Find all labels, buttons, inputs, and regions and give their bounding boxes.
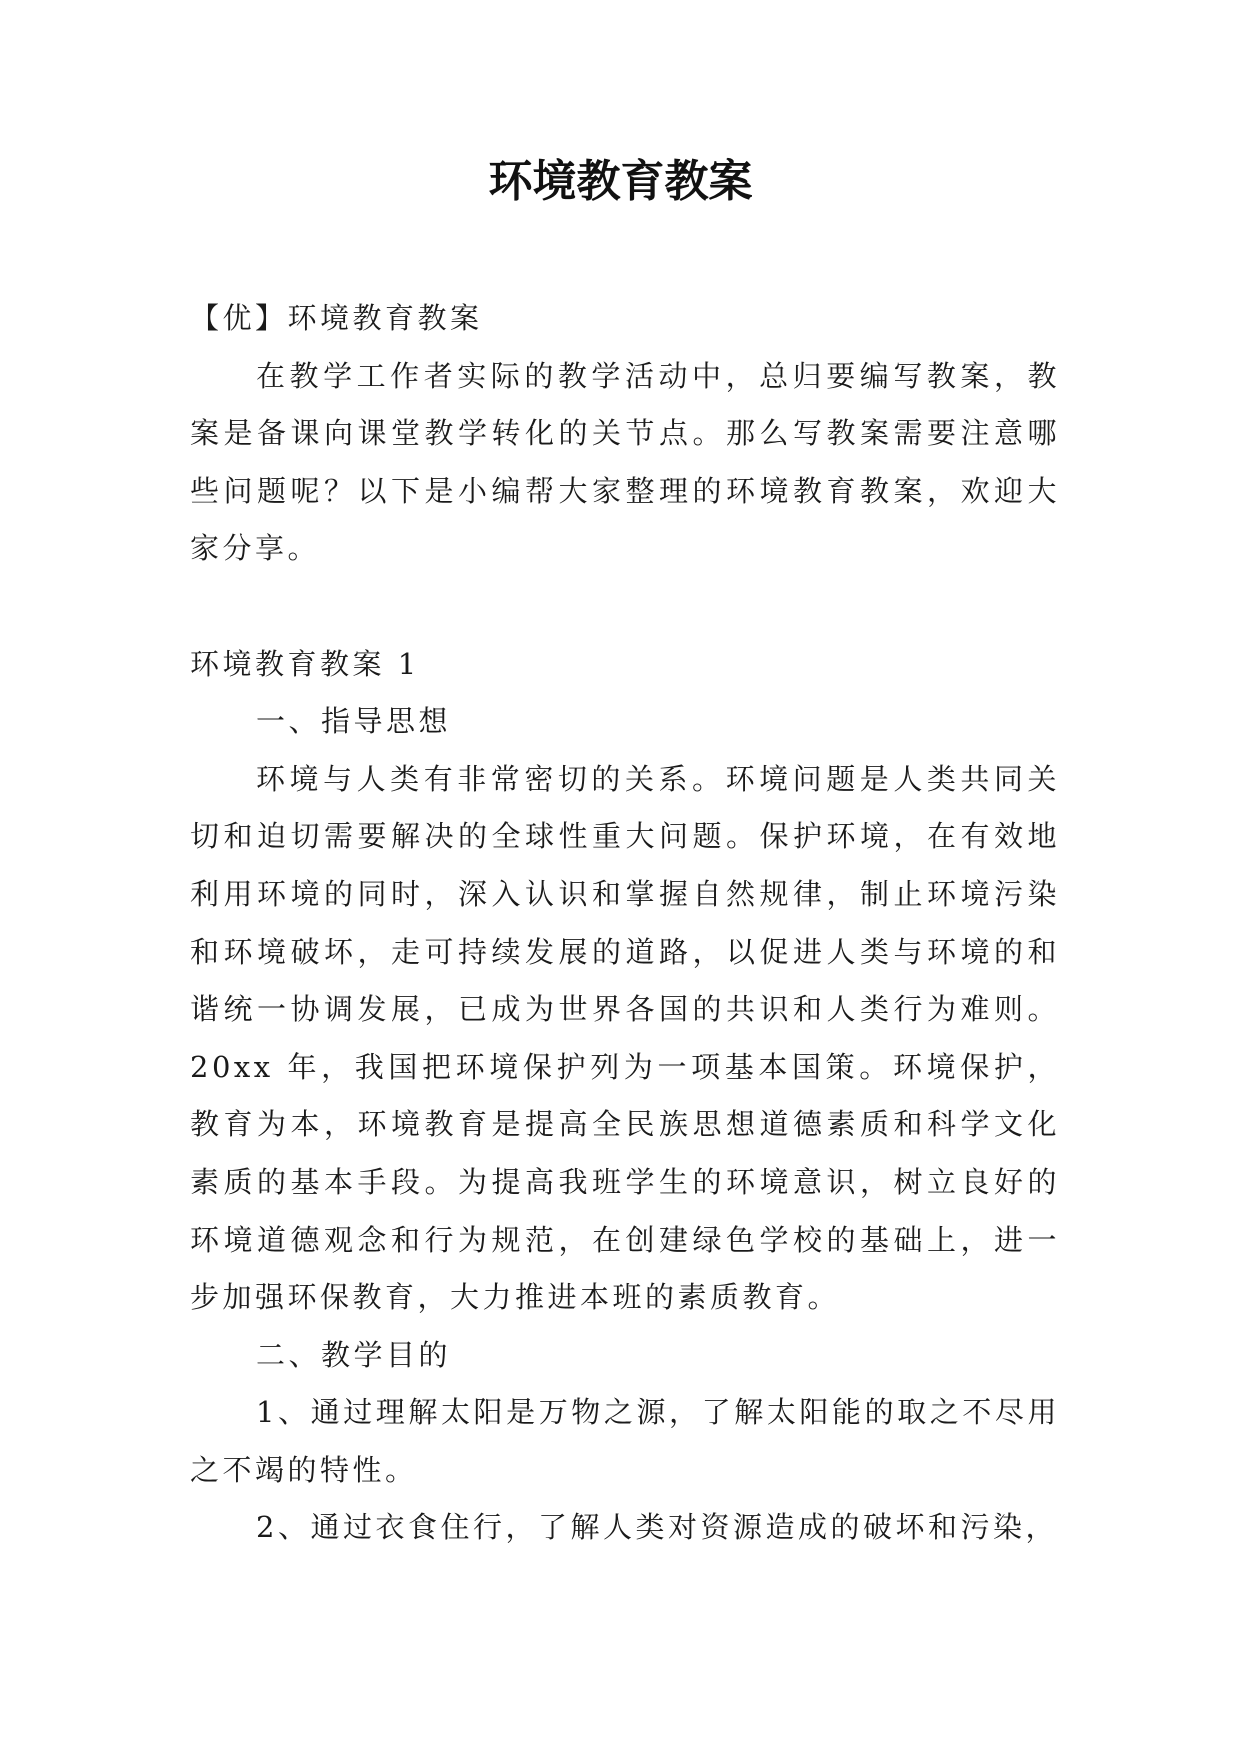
heading-teaching-goals: 二、教学目的 bbox=[256, 1337, 452, 1372]
document-title: 环境教育教案 bbox=[488, 156, 753, 207]
document-body bbox=[190, 290, 1060, 1557]
intro-paragraph: 在教学工作者实际的教学活动中，总归要编写教案，教案是备课向课堂教学转化的关节点。那么写教案需要注意哪些问题呢？以下是小编帮大家整理的环境教育教案，欢迎大家分享。 bbox=[190, 358, 1060, 566]
section-title: 环境教育教案 1 bbox=[190, 646, 420, 681]
goal-item-1: 1、通过理解太阳是万物之源，了解太阳能的取之不尽用之不竭的特性。 bbox=[190, 1395, 1060, 1487]
document-subtitle: 【优】环境教育教案 bbox=[190, 301, 483, 335]
spacer bbox=[190, 578, 1060, 636]
heading-guiding-idea: 一、指导思想 bbox=[256, 704, 452, 739]
guiding-idea-paragraph: 环境与人类有非常密切的关系。环境问题是人类共同关切和迫切需要解决的全球性重大问题。保护环境，在有效地利用环境的同时，深入认识和掌握自然规律，制止环境污染和环境破坏，走可持续发展的道路，以促进人类与环境的和谐统一协调发展，已成为世界各国的共识和人类行为难则。20xx 年，我国把环境保护列为一项基本国策。环境保护，教育为本，环境教育是提高全民族思想道德素质和科学文化素质的基本手段。为提高我班学生的环境意识，树立良好的环境道德观念和行为规范，在创建绿色学校的基础上，进一步加强环保教育，大力推进本班的素质教育。 bbox=[190, 761, 1060, 1315]
goal-item-2: 2、通过衣食住行，了解人类对资源造成的破坏和污染， bbox=[256, 1510, 1058, 1545]
